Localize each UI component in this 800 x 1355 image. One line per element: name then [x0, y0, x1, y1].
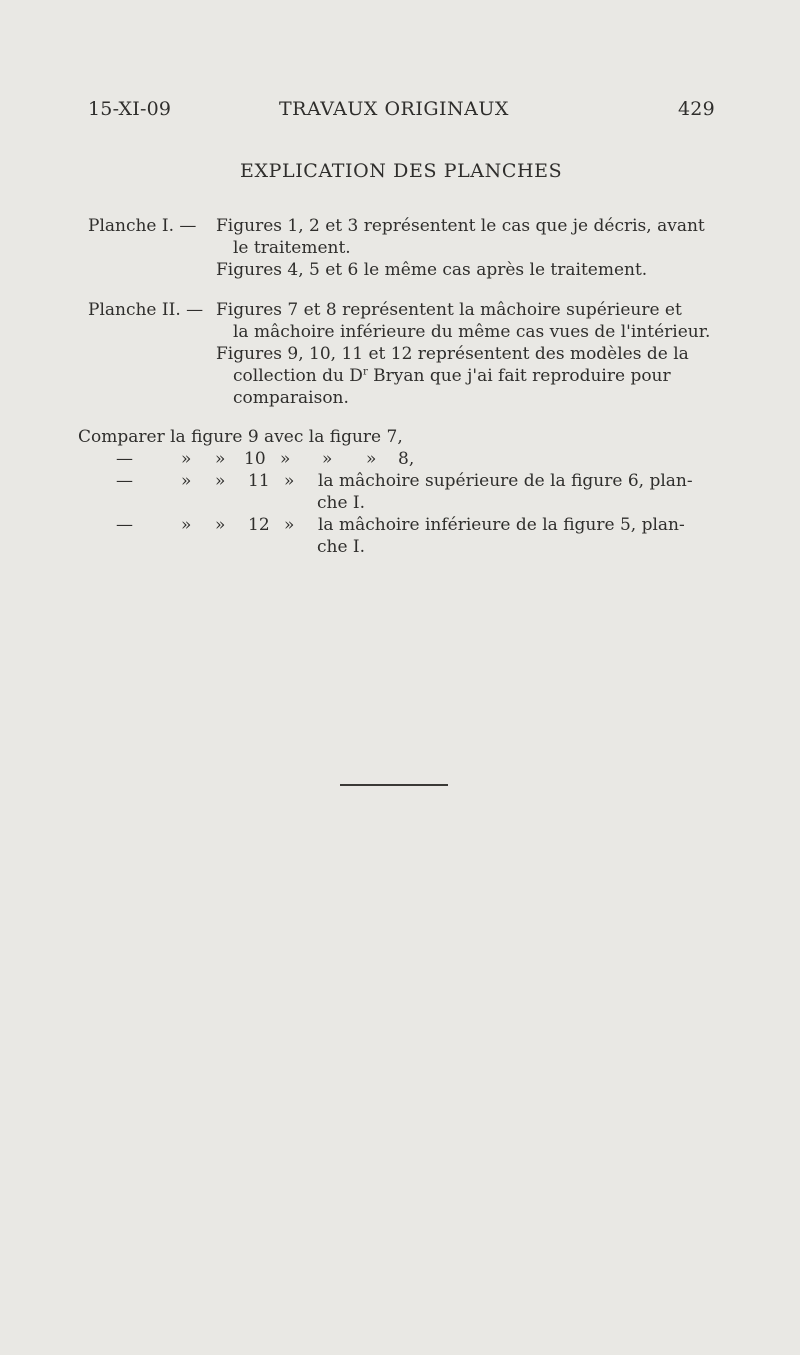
comparison-row-1: Comparer la figure 9 avec la figure 7, [78, 427, 403, 447]
comparison-row-3-dash: — [116, 471, 133, 491]
comparison-row-2-number: 10 [244, 449, 266, 469]
ditto-mark: » [215, 449, 226, 469]
ditto-mark: » [181, 449, 192, 469]
planche-2-line-2: la mâchoire inférieure du même cas vues de l'intérieur. [233, 322, 711, 342]
ditto-mark: » [280, 449, 291, 469]
header-date: 15-XI-09 [88, 98, 172, 120]
doctor-superscript: r [362, 366, 368, 378]
comparison-row-4-number: 12 [248, 515, 270, 535]
comparison-row-4-text: la mâchoire inférieure de la figure 5, plan- [318, 515, 685, 535]
ditto-mark: » [366, 449, 377, 469]
comparison-row-4-dash: — [116, 515, 133, 535]
ditto-mark: » [322, 449, 333, 469]
comparison-row-2-dash: — [116, 449, 133, 469]
planche-1-line-2: le traitement. [233, 238, 351, 258]
comparison-row-3-number: 11 [248, 471, 270, 491]
planche-2-line-3: Figures 9, 10, 11 et 12 représentent des modèles de la [216, 344, 689, 364]
planche-2-line-4-post: Bryan que j'ai fait reproduire pour [367, 366, 671, 386]
ditto-mark: » [181, 515, 192, 535]
page-number: 429 [678, 98, 715, 120]
planche-2-label: Planche II. — [88, 300, 204, 320]
comparison-row-3-text: la mâchoire supérieure de la figure 6, plan- [318, 471, 693, 491]
planche-2-line-5: comparaison. [233, 388, 349, 408]
comparison-row-2-text: 8, [398, 449, 415, 469]
section-title: EXPLICATION DES PLANCHES [240, 160, 563, 182]
ditto-mark: » [215, 515, 226, 535]
planche-1-line-1: Figures 1, 2 et 3 représentent le cas que je décris, avant [216, 216, 705, 236]
planche-1-label: Planche I. — [88, 216, 197, 236]
planche-2-line-4 [233, 365, 671, 387]
comparison-row-4-continuation: che I. [317, 537, 366, 557]
ditto-mark: » [284, 471, 295, 491]
ditto-mark: » [215, 471, 226, 491]
planche-1-line-3: Figures 4, 5 et 6 le même cas après le traitement. [216, 260, 648, 280]
comparison-row-3-continuation: che I. [317, 493, 366, 513]
ditto-mark: » [181, 471, 192, 491]
planche-2-line-4-pre: collection du D [233, 366, 363, 386]
end-rule [340, 784, 448, 786]
header-section: TRAVAUX ORIGINAUX [279, 98, 509, 120]
ditto-mark: » [284, 515, 295, 535]
planche-2-line-1: Figures 7 et 8 représentent la mâchoire supérieure et [216, 300, 682, 320]
